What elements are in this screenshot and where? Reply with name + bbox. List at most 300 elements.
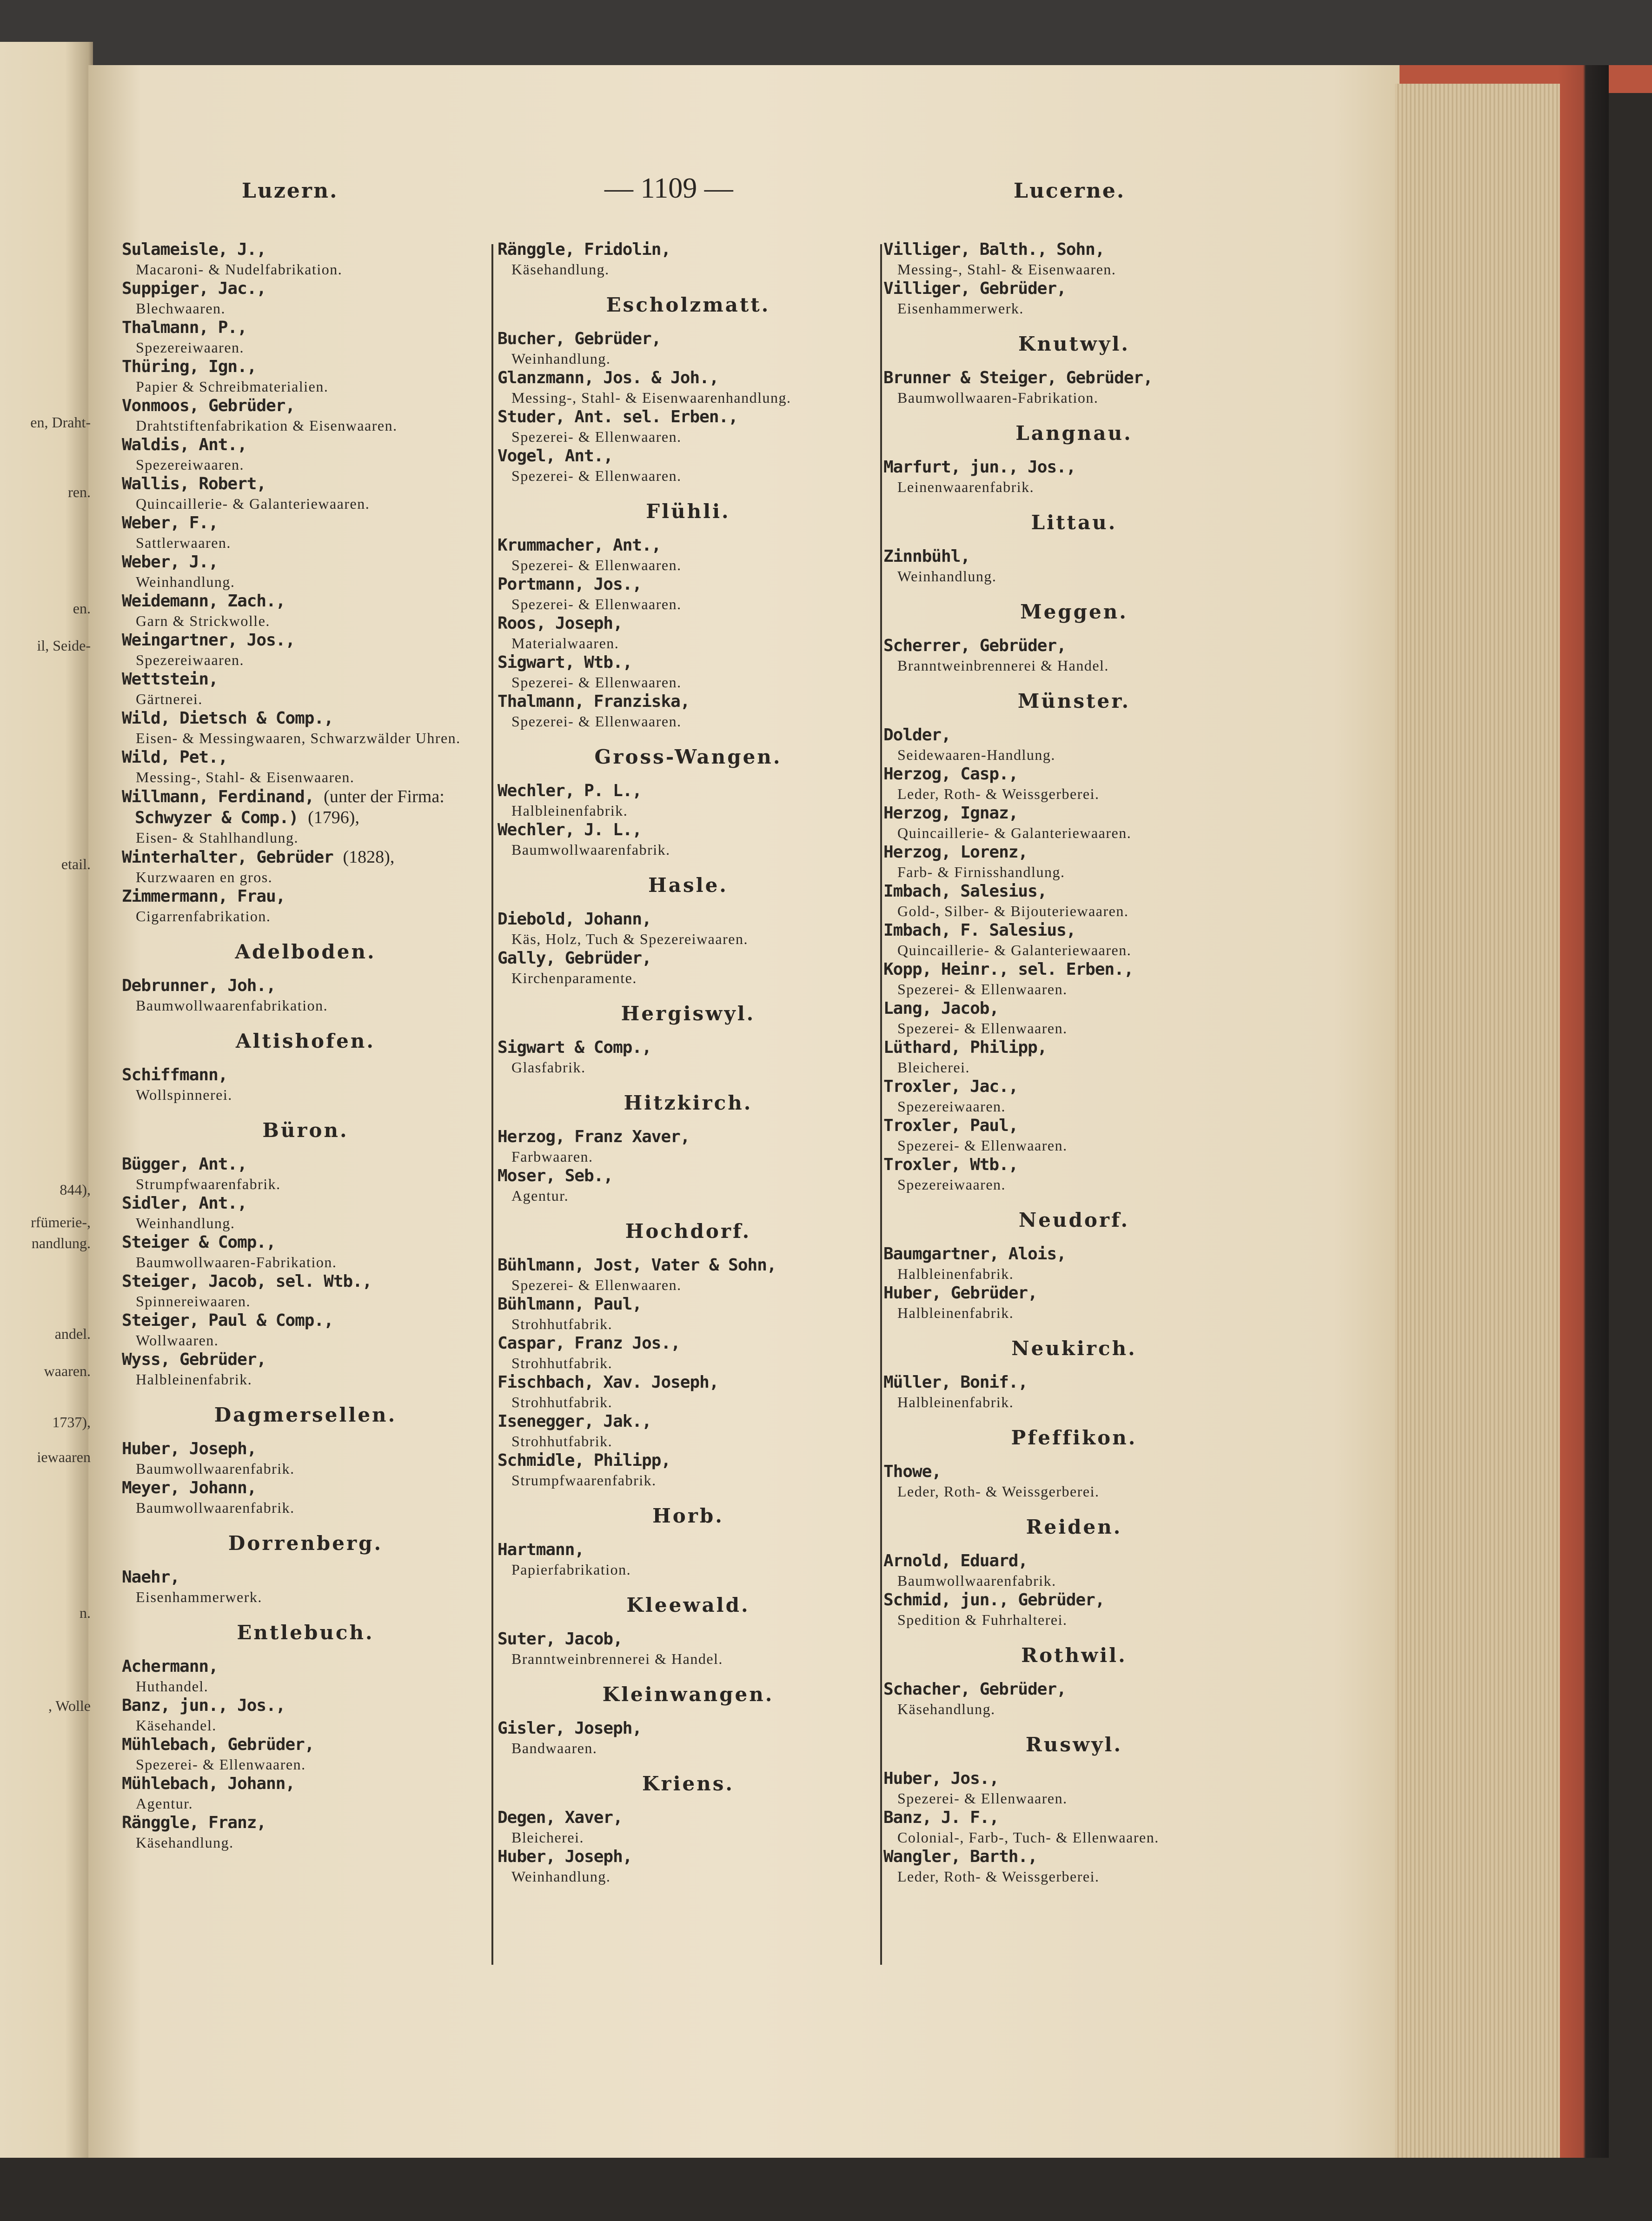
entry-name-line: [498, 1540, 879, 1560]
place-heading: Littau.: [1031, 511, 1117, 534]
entry-trade: Quincaillerie- & Galanteriewaaren.: [897, 942, 1132, 958]
entry-name-line: [883, 1590, 1265, 1610]
place-heading: Dagmersellen.: [214, 1403, 397, 1426]
entry-trade: Weinhandlung.: [136, 1215, 235, 1231]
entry-name: Mühlebach, Johann,: [122, 1774, 295, 1793]
left-page-text-fragment: 844),: [60, 1181, 91, 1198]
entry-name: Ränggle, Fridolin,: [498, 240, 671, 259]
entry-name: Steiger, Paul & Comp.,: [122, 1311, 333, 1330]
entry-name-line: [883, 1551, 1265, 1571]
entry-trade: Spezerei- & Ellenwaaren.: [511, 428, 682, 445]
entry-name: Wallis, Robert,: [122, 474, 266, 493]
directory-entry: [122, 847, 489, 886]
entry-trade: Spezereiwaaren.: [136, 652, 245, 668]
entry-trade: Gärtnerei.: [136, 691, 203, 707]
left-page-text-fragment: il, Seide-: [37, 637, 91, 654]
entry-trade: Bleicherei.: [897, 1059, 970, 1076]
entry-name: Gisler, Joseph,: [498, 1719, 642, 1738]
left-page-text-fragment: nandlung.: [31, 1235, 91, 1251]
entry-trade: Spinnereiwaaren.: [136, 1293, 251, 1310]
left-page-text-fragment: iewaaren: [37, 1449, 91, 1465]
entry-trade: Branntweinbrennerei & Handel.: [897, 657, 1109, 674]
entry-name: Vogel, Ant.,: [498, 446, 613, 465]
directory-entry: [122, 630, 489, 669]
entry-name-line: [122, 357, 489, 377]
entry-name: Waldis, Ant.,: [122, 435, 247, 454]
entry-name: Zimmermann, Frau,: [122, 887, 285, 906]
entry-name: Marfurt, jun., Jos.,: [883, 458, 1076, 477]
entry-name-line: [498, 909, 879, 930]
place-heading: Hergiswyl.: [621, 1002, 756, 1025]
scan-background-bottom: [0, 2158, 1652, 2221]
entry-name: Weingartner, Jos.,: [122, 631, 295, 650]
directory-entry: [883, 803, 1265, 842]
entry-name-line: [883, 1808, 1265, 1828]
place-heading: Neukirch.: [1011, 1337, 1137, 1360]
entry-name: Banz, jun., Jos.,: [122, 1696, 285, 1715]
entry-name-line: [122, 1696, 489, 1716]
entry-name: Huber, Gebrüder,: [883, 1283, 1037, 1303]
place-heading: Büron.: [262, 1119, 349, 1142]
entry-name: Schiffmann,: [122, 1065, 228, 1084]
entry-trade: Spezereiwaaren.: [136, 339, 245, 356]
entry-name: Winterhalter, Gebrüder: [122, 848, 333, 867]
directory-entry: [883, 725, 1265, 764]
left-page-text-fragment: rfümerie-,: [31, 1214, 91, 1230]
entry-name: Scherrer, Gebrüder,: [883, 636, 1066, 655]
entry-name-line: [498, 1808, 879, 1828]
entry-name-line: [122, 552, 489, 572]
left-page-text-fragment: n.: [80, 1604, 91, 1621]
entry-name: Krummacher, Ant.,: [498, 536, 661, 555]
directory-entry: [122, 513, 489, 552]
entry-trade: Käsehandlung.: [511, 261, 610, 278]
directory-entry: [122, 435, 489, 474]
entry-name-line: [883, 803, 1265, 824]
directory-entry: [122, 886, 489, 925]
directory-entry: [498, 909, 879, 948]
directory-entry: [498, 613, 879, 652]
entry-name: Vonmoos, Gebrüder,: [122, 396, 295, 415]
book-cover-right: [1558, 65, 1609, 2186]
entry-name: Weber, J.,: [122, 552, 218, 572]
entry-name-line: [883, 1372, 1265, 1393]
directory-entry: [883, 636, 1265, 675]
entry-name-line: [122, 976, 489, 996]
entry-name: Thalmann, P.,: [122, 318, 247, 337]
entry-trade: Strumpfwaarenfabrik.: [511, 1472, 657, 1489]
directory-entry: [122, 976, 489, 1015]
directory-entry: [883, 546, 1265, 585]
entry-firm-name: Schwyzer & Comp.): [135, 808, 299, 827]
entry-name-line: [498, 1333, 879, 1354]
directory-entry: [122, 474, 489, 513]
place-heading: Adelboden.: [235, 940, 376, 963]
directory-entry: [883, 1808, 1265, 1847]
entry-founding-year: (1796),: [308, 808, 359, 827]
entry-name: Studer, Ant. sel. Erben.,: [498, 407, 738, 426]
directory-entry: [122, 747, 489, 786]
entry-name: Kopp, Heinr., sel. Erben.,: [883, 960, 1134, 979]
entry-trade: Strohhutfabrik.: [511, 1316, 613, 1332]
entry-name: Zinnbühl,: [883, 547, 970, 566]
directory-entry: [883, 457, 1265, 496]
entry-name: Sigwart, Wtb.,: [498, 653, 632, 672]
entry-name: Troxler, Jac.,: [883, 1077, 1018, 1096]
scan-background-top: [0, 0, 1652, 65]
directory-entry: [122, 669, 489, 708]
entry-name-line: [122, 1193, 489, 1214]
entry-name: Wechler, J. L.,: [498, 820, 642, 839]
directory-entry: [498, 1294, 879, 1333]
directory-entry: [122, 786, 489, 847]
entry-name-line: [122, 1065, 489, 1085]
place-heading: Münster.: [1017, 690, 1131, 712]
entry-trade: Weinhandlung.: [897, 568, 997, 585]
directory-entry: [498, 1847, 879, 1886]
entry-trade: Halbleinenfabrik.: [511, 802, 628, 819]
entry-name-line: [883, 279, 1265, 299]
entry-name-note: (unter der Firma:: [324, 787, 445, 806]
directory-column-1: [122, 239, 489, 1852]
directory-entry: [122, 591, 489, 630]
entry-name: Huber, Joseph,: [122, 1439, 257, 1458]
directory-entry: [883, 1244, 1265, 1283]
entry-name-line: [498, 1629, 879, 1649]
entry-name-line: [498, 1037, 879, 1058]
directory-entry: [498, 692, 879, 731]
entry-name-line: [883, 959, 1265, 980]
place-heading: Ruswyl.: [1025, 1733, 1123, 1756]
entry-name: Suppiger, Jac.,: [122, 279, 266, 298]
entry-trade: Spezerei- & Ellenwaaren.: [897, 1137, 1068, 1154]
entry-name-continuation: [122, 807, 489, 828]
left-page-text-fragment: waaren.: [44, 1363, 91, 1379]
entry-name: Portmann, Jos.,: [498, 575, 642, 594]
entry-name-line: [883, 1462, 1265, 1482]
directory-entry: [122, 318, 489, 357]
entry-name: Herzog, Casp.,: [883, 765, 1018, 784]
entry-trade: Baumwollwaarenfabrik.: [897, 1572, 1056, 1589]
entry-name-line: [122, 1232, 489, 1253]
entry-trade: Kirchenparamente.: [511, 970, 637, 986]
entry-name-line: [498, 781, 879, 801]
entry-name-line: [498, 948, 879, 969]
entry-name: Wild, Pet.,: [122, 748, 228, 767]
directory-entry: [122, 1478, 489, 1517]
entry-name: Troxler, Paul,: [883, 1116, 1018, 1135]
entry-name-line: [498, 652, 879, 673]
entry-trade: Agentur.: [136, 1795, 193, 1812]
entry-trade: Käsehandlung.: [136, 1834, 234, 1851]
entry-name: Wild, Dietsch & Comp.,: [122, 709, 333, 728]
left-page-text-fragment: etail.: [61, 856, 91, 872]
entry-name: Ränggle, Franz,: [122, 1813, 266, 1832]
place-heading: Reiden.: [1026, 1516, 1122, 1538]
directory-entry: [122, 279, 489, 318]
directory-entry: [122, 1735, 489, 1774]
directory-entry: [498, 1411, 879, 1450]
entry-name-line: [122, 630, 489, 651]
running-header-left: Luzern.: [242, 179, 338, 203]
directory-entry: [122, 1065, 489, 1104]
entry-name-line: [883, 1077, 1265, 1097]
entry-trade: Materialwaaren.: [511, 635, 619, 652]
directory-entry: [883, 239, 1265, 279]
directory-entry: [883, 1679, 1265, 1718]
directory-entry: [122, 1774, 489, 1813]
entry-name-line: [122, 669, 489, 690]
directory-entry: [883, 920, 1265, 959]
entry-name: Schmid, jun., Gebrüder,: [883, 1590, 1105, 1609]
place-heading: Rothwil.: [1021, 1644, 1127, 1667]
directory-entry: [498, 781, 879, 820]
entry-trade: Glasfabrik.: [511, 1059, 586, 1076]
entry-name: Sigwart & Comp.,: [498, 1038, 651, 1057]
entry-trade: Käsehandel.: [136, 1717, 217, 1734]
entry-name: Hartmann,: [498, 1540, 584, 1559]
directory-entry: [498, 1372, 879, 1411]
entry-trade: Seidewaaren-Handlung.: [897, 746, 1055, 763]
entry-name-line: [498, 820, 879, 840]
entry-trade: Messing-, Stahl- & Eisenwaarenhandlung.: [511, 389, 791, 406]
directory-entry: [122, 1310, 489, 1350]
entry-trade: Eisenhammerwerk.: [136, 1589, 262, 1605]
directory-entry: [122, 1656, 489, 1696]
entry-trade: Papier & Schreibmaterialien.: [136, 378, 329, 395]
place-heading: Knutwyl.: [1018, 332, 1130, 355]
place-heading: Pfeffikon.: [1011, 1426, 1137, 1449]
entry-trade: Papierfabrikation.: [511, 1561, 631, 1578]
left-page-text-fragment: en.: [73, 600, 91, 617]
entry-trade: Spezerei- & Ellenwaaren.: [511, 674, 682, 691]
entry-trade: Farbwaaren.: [511, 1148, 593, 1165]
entry-name-line: [498, 574, 879, 595]
entry-trade: Messing-, Stahl- & Eisenwaaren.: [897, 261, 1116, 278]
directory-column-2: [498, 239, 879, 1886]
directory-entry: [498, 1166, 879, 1205]
place-heading: Entlebuch.: [237, 1621, 374, 1644]
entry-name-line: [122, 318, 489, 338]
entry-name-line: [122, 708, 489, 729]
entry-name-line: [883, 546, 1265, 567]
directory-entry: [498, 948, 879, 987]
entry-name: Imbach, Salesius,: [883, 882, 1047, 901]
entry-name: Thowe,: [883, 1462, 942, 1481]
place-heading: Gross-Wangen.: [594, 745, 782, 768]
left-page-text-fragment: andel.: [54, 1325, 91, 1342]
entry-name: Roos, Joseph,: [498, 614, 623, 633]
place-heading: Kleewald.: [626, 1594, 750, 1616]
directory-entry: [122, 1271, 489, 1310]
directory-entry: [883, 368, 1265, 407]
left-page-text-fragment: 1737),: [52, 1414, 91, 1430]
directory-entry: [122, 552, 489, 591]
entry-name-line: [122, 239, 489, 260]
entry-name: Achermann,: [122, 1657, 218, 1676]
directory-entry: [122, 1232, 489, 1271]
left-page-text-fragment: en, Draht-: [30, 414, 91, 431]
entry-trade: Baumwollwaarenfabrik.: [136, 1499, 295, 1516]
entry-name: Isenegger, Jak.,: [498, 1412, 651, 1431]
entry-trade: Bleicherei.: [511, 1829, 584, 1846]
entry-name-line: [498, 1847, 879, 1867]
entry-name: Sulameisle, J.,: [122, 240, 266, 259]
entry-name-line: [122, 886, 489, 907]
entry-name: Wechler, P. L.,: [498, 781, 642, 800]
entry-trade: Agentur.: [511, 1187, 569, 1204]
directory-entry: [122, 1567, 489, 1606]
column-rule: [491, 244, 493, 1965]
entry-name-line: [883, 764, 1265, 785]
directory-entry: [883, 1037, 1265, 1077]
entry-trade: Strumpfwaarenfabrik.: [136, 1176, 281, 1192]
entry-name: Herzog, Franz Xaver,: [498, 1127, 690, 1146]
directory-entry: [498, 1333, 879, 1372]
entry-name: Wangler, Barth.,: [883, 1847, 1037, 1866]
entry-name-line: [122, 1310, 489, 1331]
entry-name: Thüring, Ign.,: [122, 357, 257, 376]
entry-name-line: [883, 998, 1265, 1019]
directory-entry: [883, 1590, 1265, 1629]
entry-trade: Garn & Strickwolle.: [136, 612, 270, 629]
entry-name: Caspar, Franz Jos.,: [498, 1334, 680, 1353]
entry-name-line: [883, 636, 1265, 656]
directory-entry: [122, 708, 489, 747]
place-heading: Neudorf.: [1018, 1209, 1130, 1231]
entry-trade: Leder, Roth- & Weissgerberei.: [897, 1868, 1100, 1885]
entry-trade: Baumwollwaaren-Fabrikation.: [136, 1254, 337, 1270]
entry-name-line: [122, 591, 489, 612]
directory-entry: [498, 1629, 879, 1668]
entry-name-line: [498, 1255, 879, 1276]
place-heading: Escholzmatt.: [606, 293, 770, 316]
entry-name: Lang, Jacob,: [883, 999, 999, 1018]
directory-entry: [883, 1372, 1265, 1411]
entry-trade: Branntweinbrennerei & Handel.: [511, 1650, 723, 1667]
entry-name-line: [122, 1567, 489, 1588]
entry-name: Bühlmann, Jost, Vater & Sohn,: [498, 1256, 776, 1275]
entry-name-line: [883, 368, 1265, 388]
entry-name: Gally, Gebrüder,: [498, 949, 651, 968]
entry-trade: Weinhandlung.: [136, 573, 235, 590]
column-rule: [880, 244, 882, 1965]
entry-name: Schmidle, Philipp,: [498, 1451, 671, 1470]
directory-entry: [883, 1551, 1265, 1590]
directory-entry: [122, 239, 489, 279]
directory-entry: [883, 842, 1265, 881]
entry-name: Naehr,: [122, 1568, 180, 1587]
entry-name-note: (1828),: [343, 847, 395, 867]
place-heading: Dorrenberg.: [228, 1532, 383, 1555]
place-heading: Flühli.: [646, 500, 730, 523]
entry-trade: Halbleinenfabrik.: [897, 1394, 1014, 1410]
directory-entry: [498, 407, 879, 446]
entry-name-line: [883, 239, 1265, 260]
directory-entry: [498, 329, 879, 368]
directory-entry: [498, 820, 879, 859]
entry-trade: Strohhutfabrik.: [511, 1433, 613, 1450]
entry-trade: Colonial-, Farb-, Tuch- & Ellenwaaren.: [897, 1829, 1159, 1846]
entry-name: Müller, Bonif.,: [883, 1373, 1028, 1392]
entry-name-line: [498, 1450, 879, 1471]
directory-entry: [883, 998, 1265, 1037]
directory-entry: [883, 764, 1265, 803]
directory-entry: [122, 1154, 489, 1193]
directory-entry: [498, 1540, 879, 1579]
directory-column-3: [883, 239, 1265, 1886]
entry-trade: Cigarrenfabrikation.: [136, 908, 271, 924]
entry-trade: Halbleinenfabrik.: [136, 1371, 252, 1388]
page-fore-edge: [1395, 84, 1560, 2176]
entry-name: Meyer, Johann,: [122, 1478, 257, 1497]
directory-entry: [122, 357, 489, 396]
directory-entry: [122, 1439, 489, 1478]
directory-entry: [883, 1116, 1265, 1155]
entry-name-line: [498, 239, 879, 260]
entry-trade: Blechwaaren.: [136, 300, 226, 317]
entry-name-line: [498, 446, 879, 466]
entry-name-line: [122, 747, 489, 768]
directory-entry: [122, 396, 489, 435]
entry-name-line: [883, 1847, 1265, 1867]
entry-name: Thalmann, Franziska,: [498, 692, 690, 711]
entry-trade: Spezerei- & Ellenwaaren.: [511, 596, 682, 612]
entry-name: Wyss, Gebrüder,: [122, 1350, 266, 1369]
entry-name: Villiger, Balth., Sohn,: [883, 240, 1105, 259]
entry-trade: Kurzwaaren en gros.: [136, 869, 273, 885]
entry-name-line: [122, 847, 489, 868]
entry-name: Debrunner, Joh.,: [122, 976, 276, 995]
entry-name-line: [122, 1350, 489, 1370]
entry-name-line: [122, 1774, 489, 1794]
directory-entry: [122, 1696, 489, 1735]
entry-name-line: [883, 920, 1265, 941]
entry-trade: Baumwollwaarenfabrikation.: [136, 997, 328, 1014]
entry-name-line: [498, 407, 879, 427]
place-heading: Hochdorf.: [625, 1220, 751, 1243]
entry-trade: Sattlerwaaren.: [136, 534, 231, 551]
directory-entry: [498, 239, 879, 279]
entry-name-line: [122, 1478, 489, 1498]
entry-name-line: [122, 1154, 489, 1175]
entry-trade: Quincaillerie- & Galanteriewaaren.: [136, 495, 370, 512]
entry-trade: Messing-, Stahl- & Eisenwaaren.: [136, 769, 355, 785]
directory-entry: [122, 1193, 489, 1232]
entry-trade: Spedition & Fuhrhalterei.: [897, 1611, 1068, 1628]
entry-name: Suter, Jacob,: [498, 1629, 623, 1649]
directory-entry: [498, 1127, 879, 1166]
entry-name: Diebold, Johann,: [498, 910, 651, 929]
directory-entry: [883, 1847, 1265, 1886]
entry-trade: Halbleinenfabrik.: [897, 1304, 1014, 1321]
entry-name-line: [122, 1735, 489, 1755]
entry-trade: Baumwollwaaren-Fabrikation.: [897, 389, 1099, 406]
entry-trade: Spezerei- & Ellenwaaren.: [897, 981, 1068, 997]
directory-entry: [498, 368, 879, 407]
entry-name-line: [498, 1372, 879, 1393]
entry-trade: Spezereiwaaren.: [897, 1176, 1006, 1193]
directory-entry: [883, 1462, 1265, 1501]
entry-name: Willmann, Ferdinand,: [122, 787, 314, 806]
entry-trade: Eisen- & Stahlhandlung.: [136, 829, 299, 846]
entry-name-line: [122, 279, 489, 299]
directory-entry: [498, 652, 879, 692]
entry-name-line: [498, 329, 879, 349]
entry-name-line: [498, 1718, 879, 1739]
entry-name: Wettstein,: [122, 670, 218, 689]
entry-name: Herzog, Ignaz,: [883, 804, 1018, 823]
